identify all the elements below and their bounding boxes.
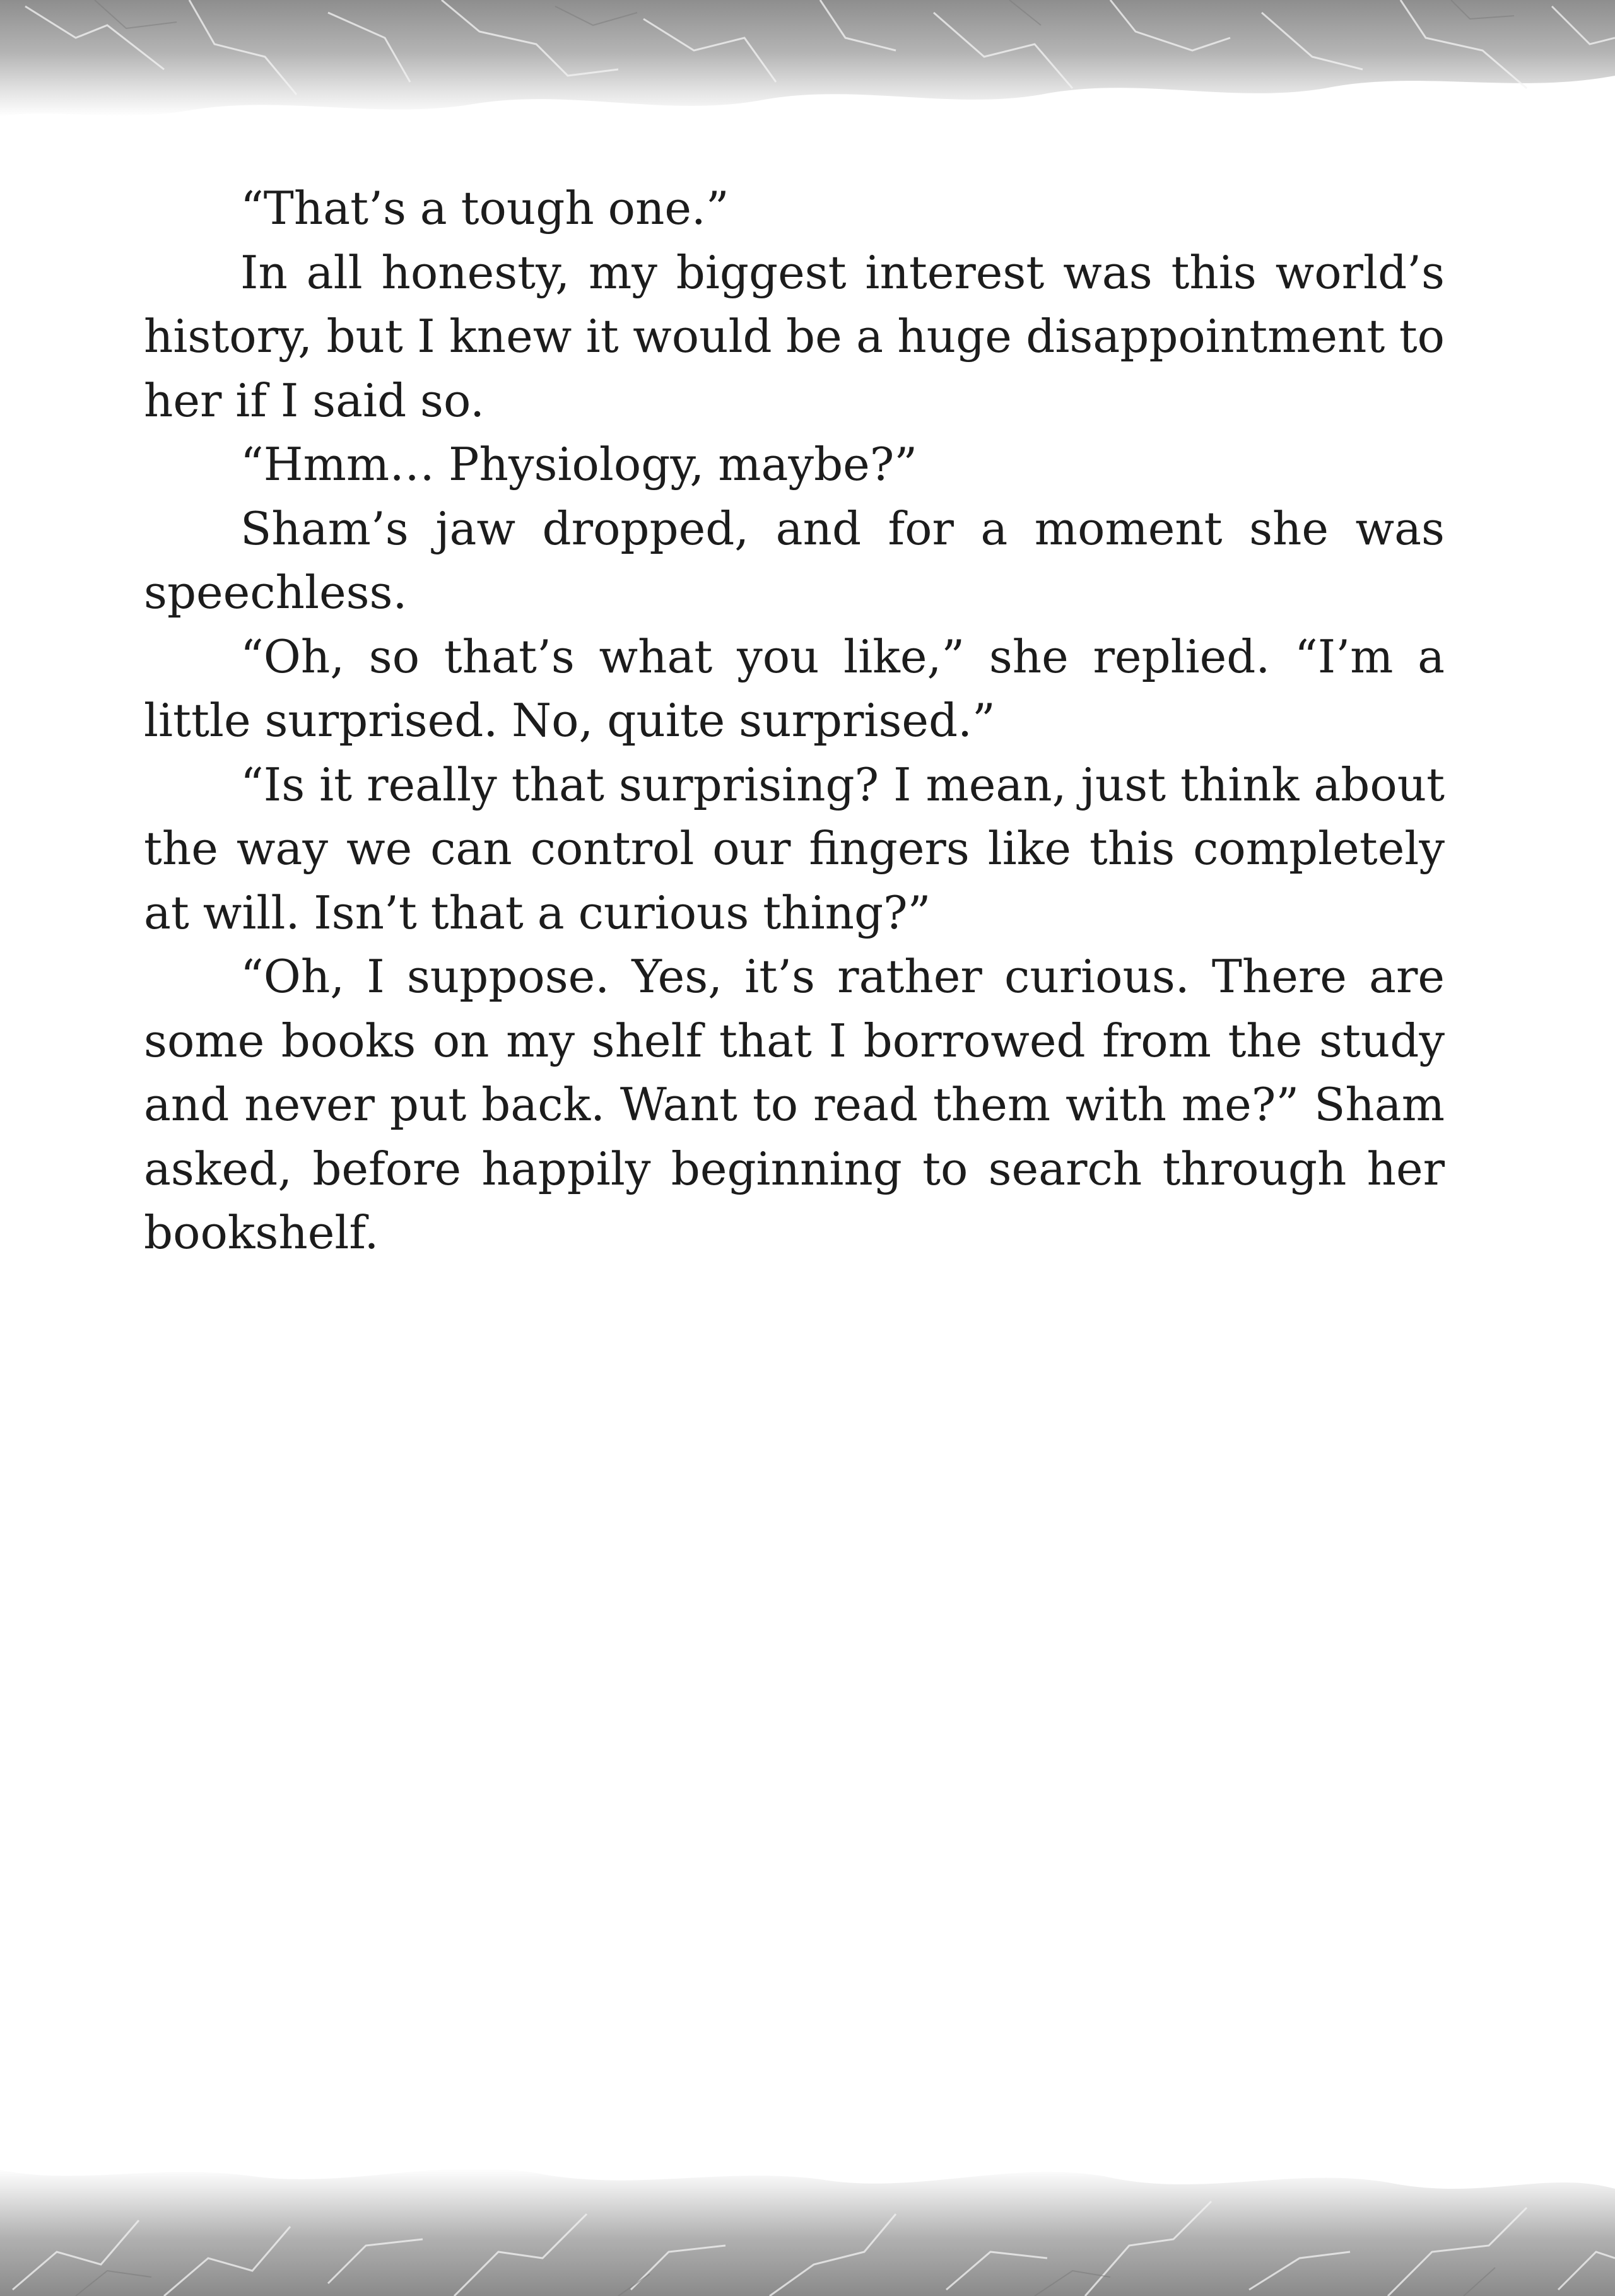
paragraph: “Hmm… Physiology, maybe?” <box>240 438 918 491</box>
paragraph: Sham’s jaw dropped, and for a moment she was speechless. <box>144 501 1445 619</box>
paragraph: In all honesty, my biggest interest was this world’s history, but I knew it would be a huge disappointment to her if I said so. <box>144 245 1445 427</box>
paragraph: “Is it really that surprising? I mean, just think about the way we can control our fingers like this completely at will. Isn’t that a curious thing?” <box>144 758 1445 939</box>
paragraph: “That’s a tough one.” <box>240 182 729 235</box>
marble-texture-top <box>0 0 1615 145</box>
paragraph: “Oh, so that’s what you like,” she replied. “I’m a little surprised. No, quite surprised.” <box>144 630 1445 747</box>
paragraph: “Oh, I suppose. Yes, it’s rather curious. There are some books on my shelf that I borrowed from the study and never put back. Want to read them with me?” Sham asked, before happily beginning to search through her bookshelf. <box>144 950 1445 1259</box>
body-text <box>144 177 1445 1265</box>
marble-texture-bottom <box>0 2132 1615 2296</box>
